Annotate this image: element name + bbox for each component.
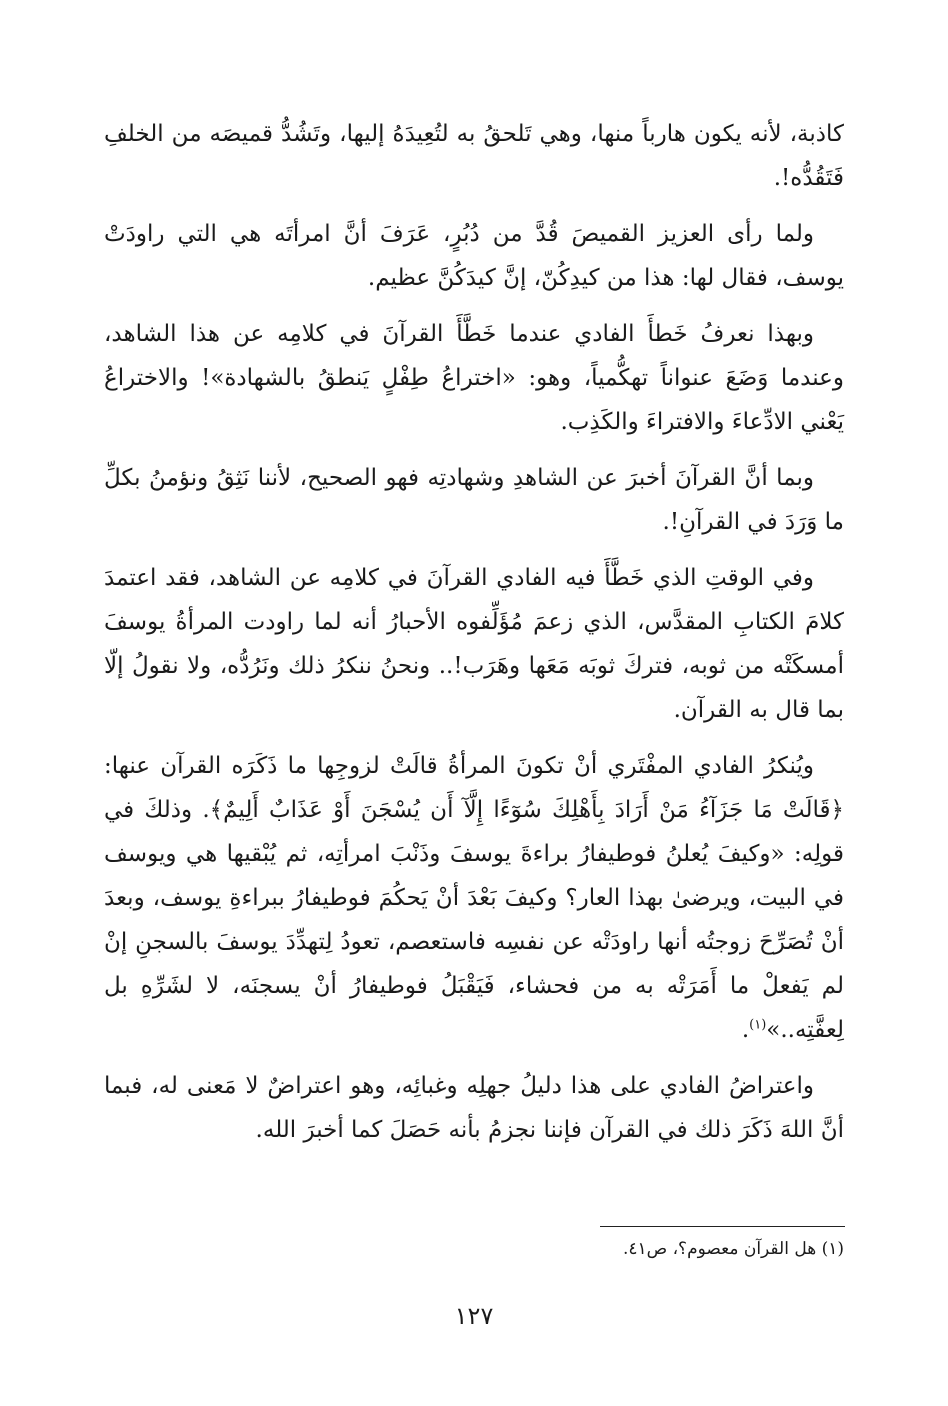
paragraph-5: وفي الوقتِ الذي خَطَّأَ فيه الفادي القرآنَ في كلامِه عن الشاهد، فقد اعتمدَ كلامَ الكتابِ المقدَّس، الذي زعمَ مُؤَلِّفوه الأحبارُ أنه لما راودت المرأةُ يوسفَ أمسكَتْه من ثوبه، فتركَ ثوبَه مَعَها وهَرَب!.. ونحنُ ننكرُ ذلك ونَرُدُّه، ولا نقولُ إلّا بما قال به القرآن. [104,565,844,723]
paragraph-2: ولما رأى العزيز القميصَ قُدَّ من دُبُرٍ، عَرَفَ أنَّ امرأتَه هي التي راودَتْ يوسف، فقال لها: هذا من كيدِكُنّ، إنَّ كيدَكُنَّ عظيم. [104,221,844,291]
paragraph-6-text: ويُنكرُ الفادي المفْتَري أنْ تكونَ المرأةُ قالَتْ لزوجِها ما ذَكَرَه القرآن عنها: ﴿قَالَتْ مَا جَزَآءُ مَنْ أَرَادَ بِأَهْلِكَ سُوٓءًا إِلَّآ أَن يُسْجَنَ أَوْ عَذَابٌ أَلِيمٌ﴾. وذلكَ في قولِه: «وكيفَ يُعلنُ فوطيفارُ براءةَ يوسفَ وذَنْبَ امرأتِه، ثم يُبْقيها هي ويوسف في البيت، ويرضىٰ بهذا العار؟ وكيفَ بَعْدَ أنْ يَحكُمَ فوطيفارُ ببراءةِ يوسف، وبعدَ أنْ تُصَرِّحَ زوجتُه أنها راودَتْه عن نفسِه فاستعصم، تعودُ لِتهدِّدَ يوسفَ بالسجنِ إنْ لم يَفعلْ ما أَمَرَتْه به من فحشاء، فَيَقْبَلُ فوطيفارُ أنْ يسجنَه، لا لشَرِّهِ بل لِعفَّتِه..» [104,753,844,1043]
body-text [104,112,844,1164]
footnote-reference: (١) [749,1017,767,1033]
footnote: (١) هل القرآن معصوم؟، ص٤١. [622,1239,844,1259]
footnote-divider [600,1226,845,1227]
paragraph-7: واعتراضُ الفادي على هذا دليلُ جهلِه وغبائِه، وهو اعتراضٌ لا مَعنى له، فبما أنَّ اللهَ ذَكَرَ ذلك في القرآن فإننا نجزمُ بأنه حَصَلَ كما أخبرَ الله. [104,1073,844,1143]
paragraph-3: وبهذا نعرفُ خَطأَ الفادي عندما خَطَّأَ القرآنَ في كلامِه عن هذا الشاهد، وعندما وَضَعَ عنواناً تهكُّمياً، وهو: «اختراعُ طِفْلٍ يَنطقُ بالشهادة»! والاختراعُ يَعْني الادِّعاءَ والافتراءَ والكَذِب. [104,321,844,435]
paragraph-4: وبما أنَّ القرآنَ أخبرَ عن الشاهدِ وشهادتِه فهو الصحيح، لأننا نَثِقُ ونؤمنُ بكلِّ ما وَرَدَ في القرآنِ!. [104,465,844,535]
paragraph-6: ويُنكرُ الفادي المفْتَري أنْ تكونَ المرأةُ قالَتْ لزوجِها ما ذَكَرَه القرآن عنها: ﴿قَالَتْ مَا جَزَآءُ مَنْ أَرَادَ بِأَهْلِكَ سُوٓءًا إِلَّآ أَن يُسْجَنَ أَوْ عَذَابٌ أَلِيمٌ﴾. وذلكَ في قولِه: «وكيفَ يُعلنُ فوطيفارُ براءةَ يوسفَ وذَنْبَ امرأتِه، ثم يُبْقيها هي ويوسف في البيت، ويرضىٰ بهذا العار؟ وكيفَ بَعْدَ أنْ يَحكُمَ فوطيفارُ ببراءةِ يوسف، وبعدَ أنْ تُصَرِّحَ زوجتُه أنها راودَتْه عن نفسِه فاستعصم، تعودُ لِتهدِّدَ يوسفَ بالسجنِ إنْ لم يَفعلْ ما أَمَرَتْه به من فحشاء، فَيَقْبَلُ فوطيفارُ أنْ يسجنَه، لا لشَرِّهِ بل لِعفَّتِه..»$^{(١)}$. [104,753,844,1043]
page-number: ١٢٧ [454,1302,494,1330]
paragraph-1: كاذبة، لأنه يكون هارباً منها، وهي تَلحقُ به لتُعِيدَهُ إليها، وتَشُدُّ قميصَه من الخلفِ فَتَقُدُّه!. [104,121,844,191]
